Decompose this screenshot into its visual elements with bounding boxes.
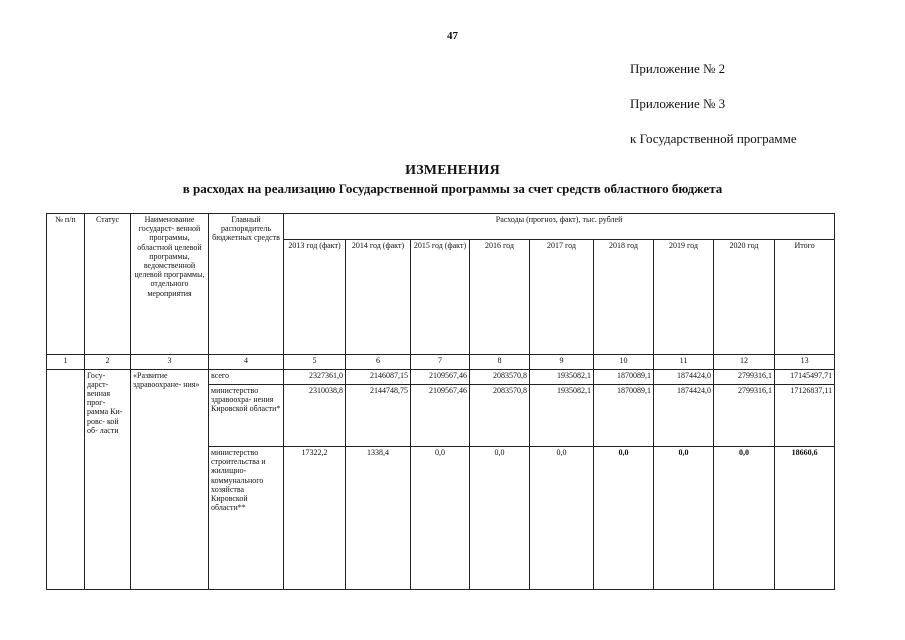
value-cell: 0,0 (654, 446, 714, 589)
value-cell: 2327361,0 (284, 369, 346, 384)
value-cell: 1338,4 (346, 446, 411, 589)
value-cell: 2799316,1 (714, 384, 775, 446)
column-number: 5 (284, 354, 346, 369)
header-year: 2017 год (530, 240, 594, 354)
appendix-line-1: Приложение № 2 (630, 61, 726, 76)
column-number: 12 (714, 354, 775, 369)
program-name-cell: «Развитие здравоохране- ния» (131, 369, 209, 589)
column-number: 4 (209, 354, 284, 369)
header-year: 2013 год (факт) (284, 240, 346, 354)
header-year: 2016 год (470, 240, 530, 354)
column-number: 2 (85, 354, 131, 369)
header-year: 2015 год (факт) (411, 240, 470, 354)
column-number: 11 (654, 354, 714, 369)
header-expenses: Расходы (прогноз, факт), тыс. рублей (284, 214, 835, 240)
value-cell: 2310038,8 (284, 384, 346, 446)
value-cell: 1870089,1 (594, 384, 654, 446)
column-number: 8 (470, 354, 530, 369)
header-year: 2019 год (654, 240, 714, 354)
appendix-line-2: Приложение № 3 (630, 96, 726, 111)
total-cell: 17126837,11 (775, 384, 835, 446)
column-number: 6 (346, 354, 411, 369)
value-cell: 2146087,15 (346, 369, 411, 384)
header-status: Статус (85, 214, 131, 355)
value-cell: 17322,2 (284, 446, 346, 589)
column-number: 3 (131, 354, 209, 369)
value-cell: 0,0 (411, 446, 470, 589)
value-cell: 2083570,8 (470, 369, 530, 384)
header-name: Наименование государст- венной программы, областной целевой программы, ведомственной целевой программы, отдельного мероприятия (131, 214, 209, 355)
header-num: № п/п (47, 214, 85, 355)
header-year: 2020 год (714, 240, 775, 354)
column-number: 7 (411, 354, 470, 369)
expenses-table (46, 213, 835, 590)
value-cell: 1935082,1 (530, 369, 594, 384)
page-number: 47 (447, 30, 458, 42)
column-number: 9 (530, 354, 594, 369)
status-cell: Госу- дарст- венная прог- рамма Ки- ровс- кой об- ласти (85, 369, 131, 589)
header-year: 2014 год (факт) (346, 240, 411, 354)
value-cell: 1874424,0 (654, 384, 714, 446)
row-number-cell (47, 369, 85, 589)
document-title: ИЗМЕНЕНИЯ (405, 163, 500, 178)
value-cell: 0,0 (594, 446, 654, 589)
table-row (47, 369, 835, 384)
appendix-line-3: к Государственной программе (630, 131, 797, 146)
header-year: 2018 год (594, 240, 654, 354)
value-cell: 2109567,46 (411, 369, 470, 384)
column-number: 1 (47, 354, 85, 369)
value-cell: 1874424,0 (654, 369, 714, 384)
value-cell: 2144748,75 (346, 384, 411, 446)
value-cell: 2083570,8 (470, 384, 530, 446)
document-subtitle: в расходах на реализацию Государственной программы за счет средств областного бюджета (182, 181, 723, 196)
column-number: 13 (775, 354, 835, 369)
value-cell: 2799316,1 (714, 369, 775, 384)
value-cell: 2109567,46 (411, 384, 470, 446)
manager-cell: всего (209, 369, 284, 384)
total-cell: 17145497,71 (775, 369, 835, 384)
total-cell: 18660,6 (775, 446, 835, 589)
manager-cell: министерство здравоохра- нения Кировской области* (209, 384, 284, 446)
header-manager: Главный распорядитель бюджетных средств (209, 214, 284, 355)
value-cell: 1870089,1 (594, 369, 654, 384)
value-cell: 1935082,1 (530, 384, 594, 446)
header-total: Итого (775, 240, 835, 354)
manager-cell: министерство строительства и жилищно- коммунального хозяйства Кировской области** (209, 446, 284, 589)
column-number: 10 (594, 354, 654, 369)
value-cell: 0,0 (530, 446, 594, 589)
value-cell: 0,0 (714, 446, 775, 589)
value-cell: 0,0 (470, 446, 530, 589)
